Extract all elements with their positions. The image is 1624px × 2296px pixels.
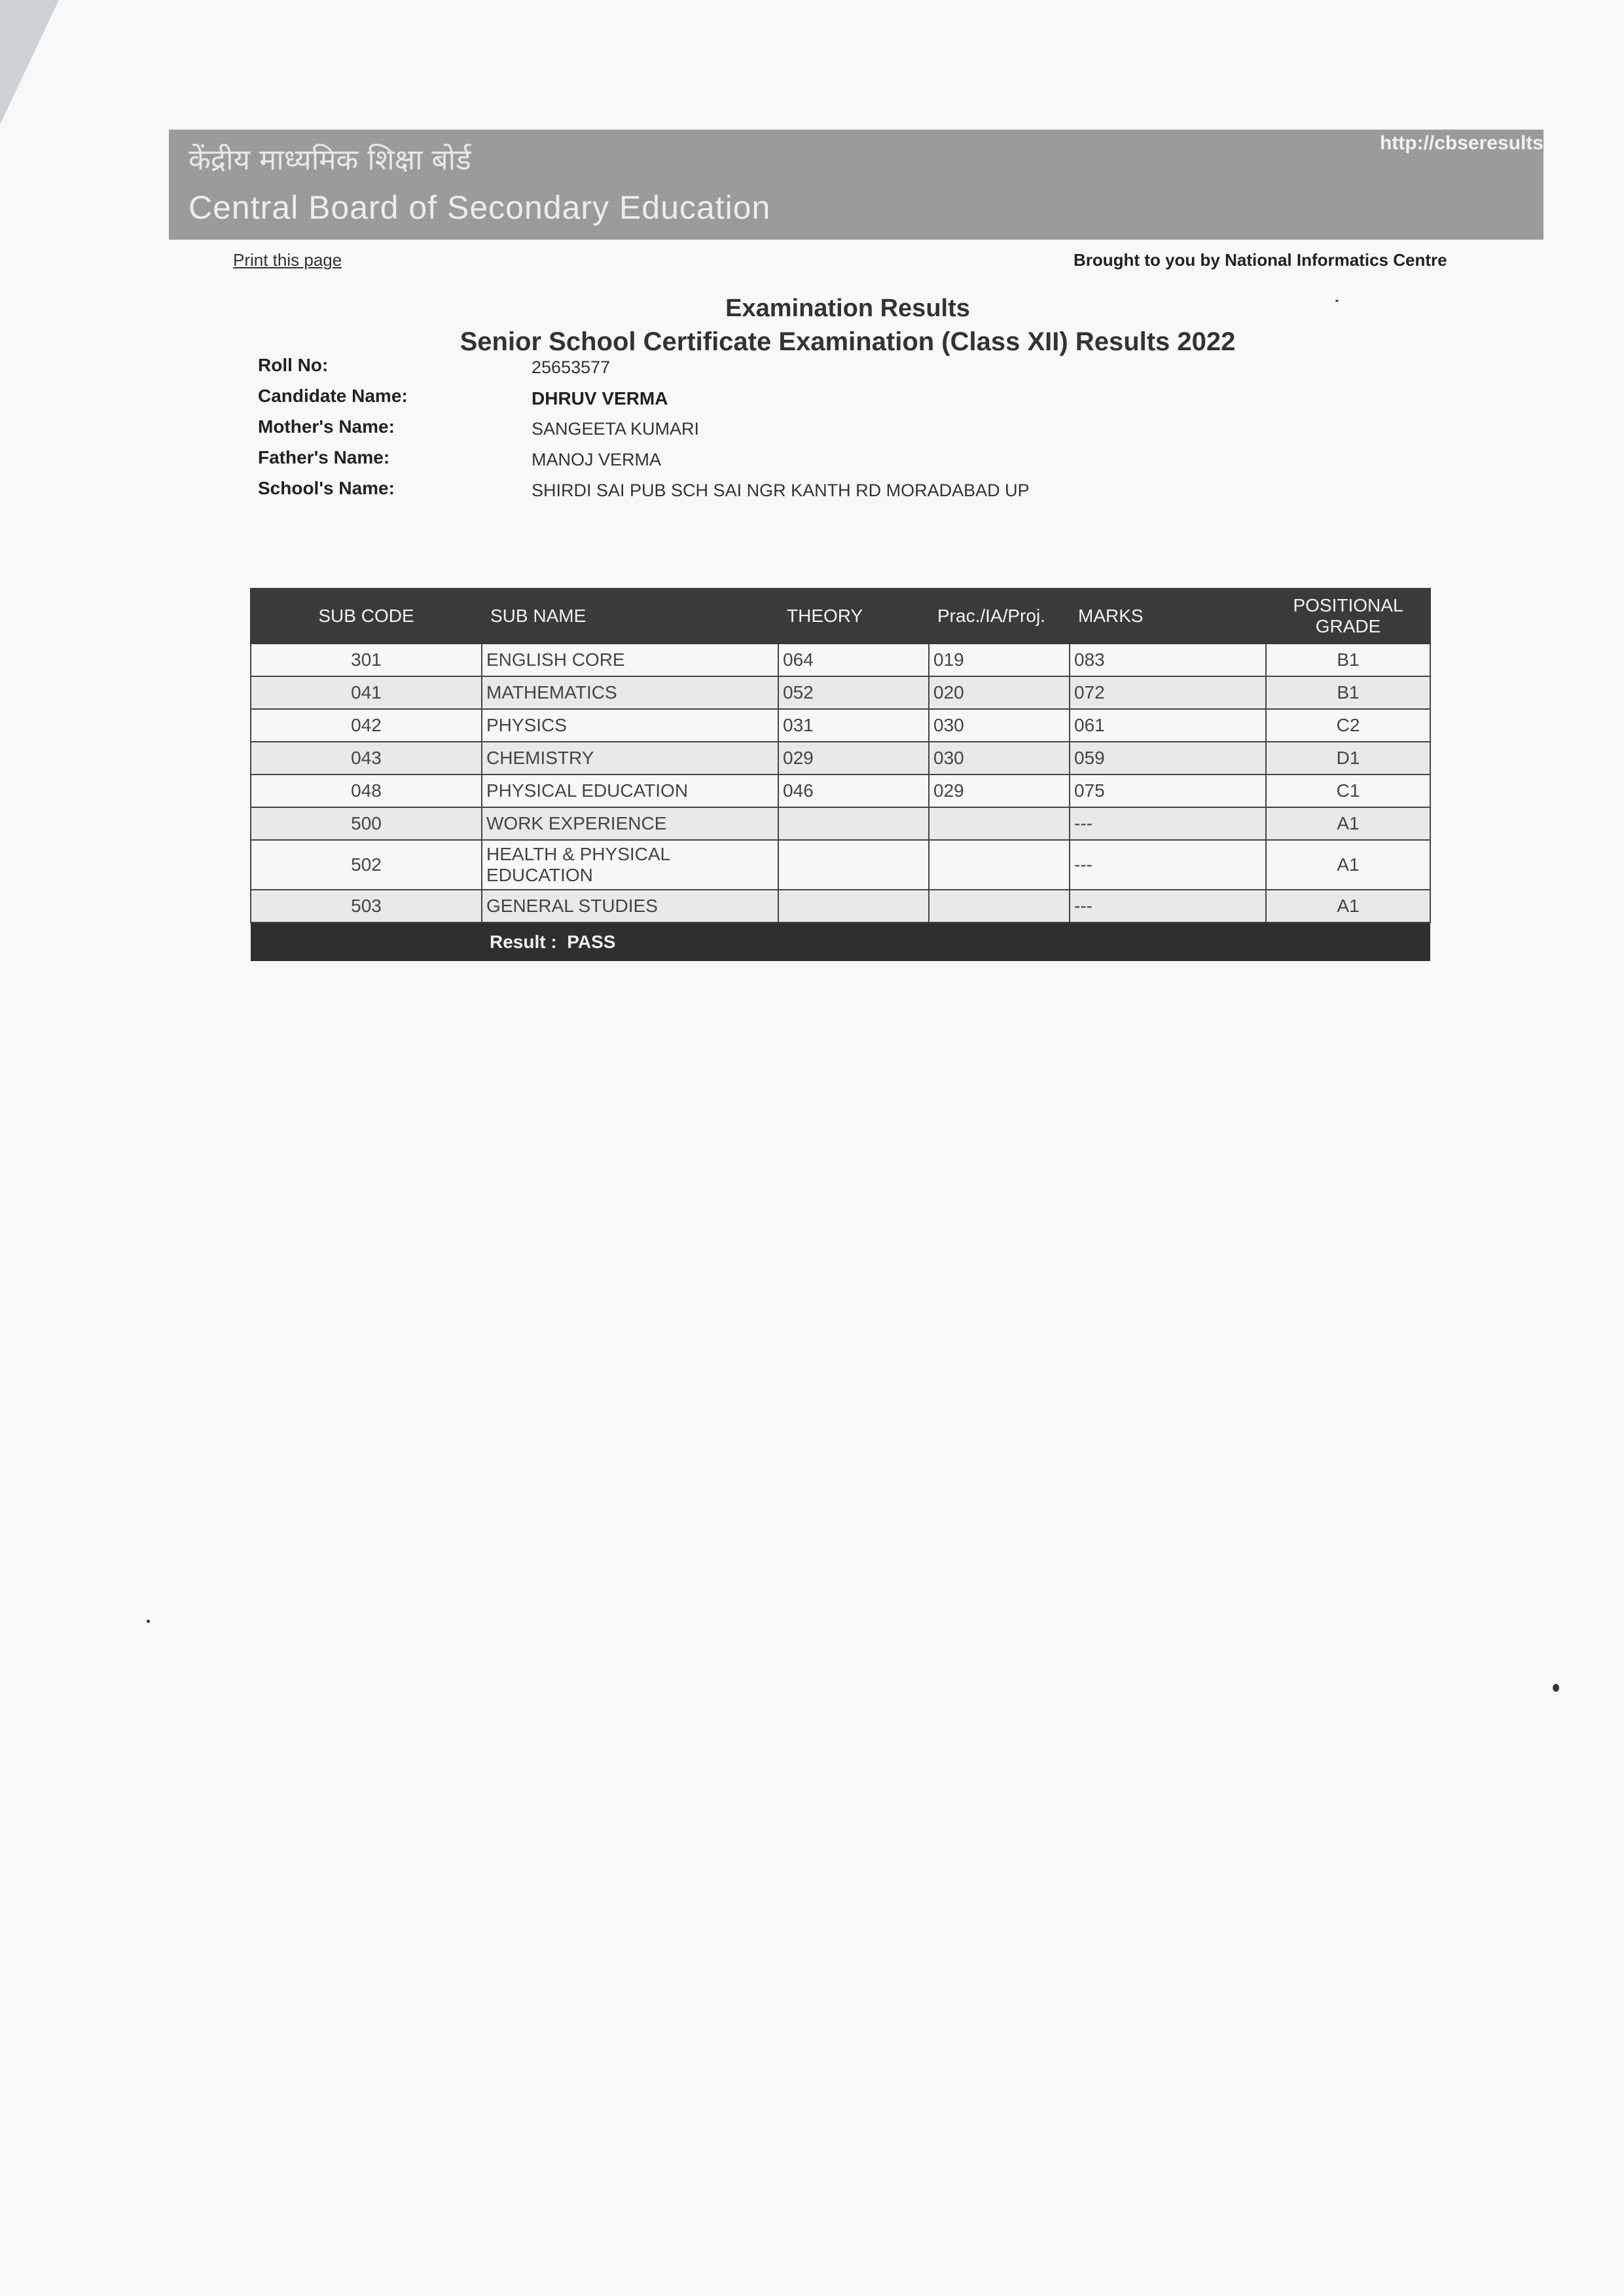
- practical-cell: 030: [929, 742, 1070, 774]
- sub-code-cell: 041: [251, 676, 482, 709]
- board-name-english: Central Board of Secondary Education: [189, 189, 771, 226]
- sub-name-cell: MATHEMATICS: [482, 676, 778, 709]
- mother-name-label: Mother's Name:: [258, 416, 395, 437]
- practical-cell: 030: [929, 709, 1070, 742]
- header-sub-code: SUB CODE: [251, 589, 482, 644]
- grade-cell: A1: [1266, 890, 1430, 922]
- print-page-link[interactable]: Print this page: [233, 250, 342, 270]
- theory-cell: 064: [778, 644, 929, 676]
- page-title: Examination Results: [725, 295, 970, 322]
- sub-code-cell: 042: [251, 709, 482, 742]
- grade-cell: A1: [1266, 807, 1430, 840]
- sub-name-cell: PHYSICAL EDUCATION: [482, 774, 778, 807]
- practical-cell: 029: [929, 774, 1070, 807]
- marks-cell: 072: [1070, 676, 1266, 709]
- header-practical: Prac./IA/Proj.: [929, 589, 1070, 644]
- scan-shadow: [0, 0, 59, 124]
- marks-cell: 075: [1070, 774, 1266, 807]
- nic-credit: Brought to you by National Informatics Centre: [1074, 250, 1447, 270]
- grade-cell: A1: [1266, 840, 1430, 890]
- grade-cell: C1: [1266, 774, 1430, 807]
- theory-cell: [778, 807, 929, 840]
- sub-name-cell: PHYSICS: [482, 709, 778, 742]
- practical-cell: 020: [929, 676, 1070, 709]
- practical-cell: [929, 840, 1070, 890]
- marks-cell: 061: [1070, 709, 1266, 742]
- grade-cell: C2: [1266, 709, 1430, 742]
- table-row: [251, 709, 1430, 742]
- theory-cell: 029: [778, 742, 929, 774]
- sub-name-cell: WORK EXPERIENCE: [482, 807, 778, 840]
- sub-code-cell: 048: [251, 774, 482, 807]
- scan-speck: [1553, 1684, 1559, 1692]
- sub-name-cell: CHEMISTRY: [482, 742, 778, 774]
- result-value: PASS: [567, 932, 616, 952]
- table-row: [251, 840, 1430, 890]
- father-name-value: MANOJ VERMA: [532, 450, 662, 469]
- theory-cell: 052: [778, 676, 929, 709]
- table-row: [251, 774, 1430, 807]
- roll-no-value: 25653577: [532, 357, 611, 377]
- theory-cell: 046: [778, 774, 929, 807]
- school-name-label: School's Name:: [258, 478, 395, 498]
- sub-code-cell: 500: [251, 807, 482, 840]
- result-row: [251, 922, 1430, 961]
- result-spacer: [251, 922, 482, 961]
- table-row: [251, 890, 1430, 922]
- theory-cell: [778, 890, 929, 922]
- table-row: [251, 742, 1430, 774]
- sub-code-cell: 502: [251, 840, 482, 890]
- result-cell: [482, 922, 1430, 961]
- practical-cell: 019: [929, 644, 1070, 676]
- marks-cell: ---: [1070, 890, 1266, 922]
- school-name-value: SHIRDI SAI PUB SCH SAI NGR KANTH RD MORADABAD UP: [532, 481, 1030, 500]
- theory-cell: [778, 840, 929, 890]
- exam-subtitle: Senior School Certificate Examination (Class XII) Results 2022: [460, 327, 1236, 356]
- sub-name-cell: HEALTH & PHYSICAL EDUCATION: [482, 840, 778, 890]
- candidate-name-value: DHRUV VERMA: [532, 388, 668, 409]
- header-sub-name: SUB NAME: [482, 589, 778, 644]
- practical-cell: [929, 890, 1070, 922]
- grade-cell: B1: [1266, 644, 1430, 676]
- grade-cell: D1: [1266, 742, 1430, 774]
- board-name-hindi: केंद्रीय माध्यमिक शिक्षा बोर्ड: [189, 143, 471, 177]
- table-header-row: [251, 589, 1430, 644]
- practical-cell: [929, 807, 1070, 840]
- site-header-banner: [169, 130, 1543, 240]
- header-theory: THEORY: [778, 589, 929, 644]
- sub-code-cell: 301: [251, 644, 482, 676]
- sub-name-cell: GENERAL STUDIES: [482, 890, 778, 922]
- roll-no-label: Roll No:: [258, 355, 329, 375]
- grade-cell: B1: [1266, 676, 1430, 709]
- sub-code-cell: 503: [251, 890, 482, 922]
- header-positional-grade: POSITIONAL GRADE: [1266, 589, 1430, 644]
- scan-speck: [147, 1620, 150, 1623]
- marks-cell: 059: [1070, 742, 1266, 774]
- marks-cell: 083: [1070, 644, 1266, 676]
- site-url: http://cbseresults: [1379, 132, 1543, 154]
- mother-name-value: SANGEETA KUMARI: [532, 419, 700, 439]
- result-label: Result :: [490, 932, 557, 952]
- marks-cell: ---: [1070, 840, 1266, 890]
- candidate-name-label: Candidate Name:: [258, 386, 408, 406]
- marks-cell: ---: [1070, 807, 1266, 840]
- header-marks: MARKS: [1070, 589, 1266, 644]
- table-row: [251, 644, 1430, 676]
- father-name-label: Father's Name:: [258, 447, 390, 467]
- table-row: [251, 676, 1430, 709]
- table-row: [251, 807, 1430, 840]
- marks-table: [250, 588, 1431, 961]
- sub-code-cell: 043: [251, 742, 482, 774]
- sub-name-cell: ENGLISH CORE: [482, 644, 778, 676]
- theory-cell: 031: [778, 709, 929, 742]
